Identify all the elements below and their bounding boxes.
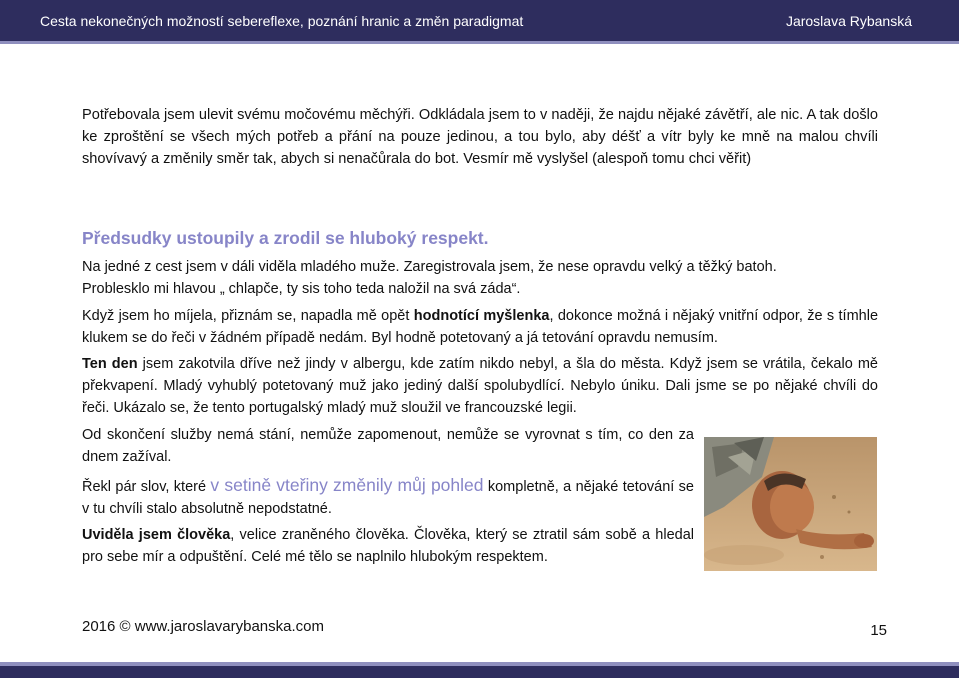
text-run: Řekl pár slov, které bbox=[82, 479, 211, 495]
header-title: Cesta nekonečných možností sebereflexe, poznání hranic a změn paradigmat bbox=[40, 12, 524, 29]
body-paragraph-1 bbox=[82, 256, 878, 300]
body-paragraph-6 bbox=[82, 524, 694, 568]
page-header bbox=[0, 0, 959, 41]
text-run: , dokonce možná i nějaký vnitřní odpor, že s tímhle klukem se do řeči v žádném případě nedám. Byl hodně potetovaný a já tetování opravdu nemusím. bbox=[82, 308, 879, 346]
text-run: jsem zakotvila dříve než jindy v albergu, kde zatím nikdo nebyl, a šla do města. Když jsem se vrátila, čekalo mě překvapení. Mladý vyhublý potetovaný muž jako jediný další spolubydlící. Nebylo úniku. Dali jsme se po nějaké chvíli do řeči. Ukázalo se, že tento portugalský mladý muž sloužil ve francouzské legii. bbox=[82, 356, 878, 416]
soldier-photo bbox=[704, 437, 877, 571]
bold-run: hodnotící myšlenka bbox=[413, 308, 550, 324]
soldier-photo-illustration bbox=[704, 437, 877, 571]
body-paragraph-3 bbox=[82, 353, 878, 419]
footer-copyright: 2016 © www.jaroslavarybanska.com bbox=[82, 618, 324, 635]
page-number: 15 bbox=[870, 622, 887, 639]
body-paragraph-1-line1: Na jedné z cest jsem v dáli viděla mladého muže. Zaregistrovala jsem, že nese opravdu velký a těžký batoh. bbox=[82, 259, 777, 275]
bold-run: Uviděla jsem člověka bbox=[82, 527, 231, 543]
body-paragraph-1-line2: Problesklo mi hlavou „ chlapče, ty sis toho teda naložil na svá záda“. bbox=[82, 281, 521, 297]
bold-run: Ten den bbox=[82, 356, 138, 372]
body-paragraph-2 bbox=[82, 305, 878, 349]
body-paragraph-4: Od skončení služby nemá stání, nemůže zapomenout, nemůže se vyrovnat s tím, co den za dnem zažíval. bbox=[82, 427, 694, 465]
text-run: , velice zraněného člověka. Člověka, který se ztratil sám sobě a hledal pro sebe mír a odpuštění. Celé mé tělo se naplnilo hlubokým respektem. bbox=[82, 527, 694, 565]
accent-run: v setině vteřiny změnily můj pohled bbox=[210, 475, 484, 495]
footer-band bbox=[0, 666, 959, 678]
intro-paragraph: Potřebovala jsem ulevit svému močovému měchýři. Odkládala jsem to v naději, že najdu nějaké závětří, ale nic. A tak došlo ke zproštění se všech mých potřeb a přání na pouze jedinou, a tou bylo, aby déšť a vítr byly ke mně na malou chvíli shovívavý a změnily směr tak, abych si nenačůrala do bot. Vesmír mě vyslyšel (alespoň tomu chci věřit) bbox=[82, 107, 878, 167]
header-rule bbox=[0, 41, 959, 44]
text-run: Když jsem ho míjela, přiznám se, napadla mě opět bbox=[82, 308, 414, 324]
body-paragraph-5 bbox=[82, 474, 694, 520]
header-author: Jaroslava Rybanská bbox=[785, 12, 912, 29]
text-run: kompletně, a nějaké tetování se v tu chvíli stalo absolutně nepodstatné. bbox=[82, 479, 694, 517]
section-heading: Předsudky ustoupily a zrodil se hluboký respekt. bbox=[82, 228, 489, 248]
